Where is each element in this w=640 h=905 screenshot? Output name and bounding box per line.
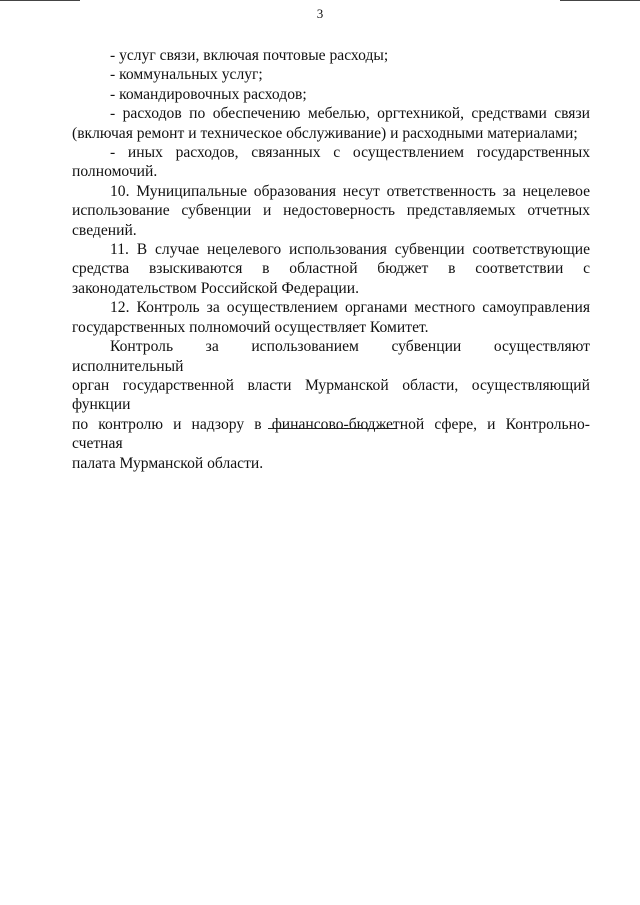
paragraph-control-line-2: орган государственной власти Мурманской области, осуществляющий функции — [72, 376, 590, 414]
paragraph-10-line-3: сведений. — [72, 221, 137, 239]
list-item-utilities: - коммунальных услуг; — [110, 66, 263, 84]
list-item-furniture-cont: (включая ремонт и техническое обслуживание) и расходными материалами; — [72, 124, 578, 142]
page-number: 3 — [316, 6, 324, 21]
top-left-edge-mark — [0, 0, 80, 1]
list-item-other-cont: полномочий. — [72, 163, 158, 181]
paragraph-control-line-4: палата Мурманской области. — [72, 454, 264, 472]
document-body — [72, 46, 590, 473]
closing-rule — [268, 428, 396, 429]
list-item-travel: - командировочных расходов; — [110, 85, 307, 103]
paragraph-12: 12. Контроль за осуществлением органами местного самоуправления — [110, 299, 590, 317]
paragraph-10: 10. Муниципальные образования несут ответственность за нецелевое — [110, 182, 590, 200]
list-item-other: - иных расходов, связанных с осуществлением государственных — [110, 144, 590, 162]
paragraph-10-line-2: использование субвенции и недостоверность представляемых отчетных — [72, 202, 590, 220]
paragraph-11-line-2: средства взыскиваются в областной бюджет в соответствии с — [72, 260, 590, 278]
paragraph-12-line-2: государственных полномочий осуществляет Комитет. — [72, 318, 429, 336]
paragraph-11: 11. В случае нецелевого использования субвенции соответствующие — [110, 241, 590, 259]
paragraph-control-line-3: по контролю и надзору в финансово-бюджетной сфере, и Контрольно-счетная — [72, 415, 590, 453]
list-item-communication: - услуг связи, включая почтовые расходы; — [110, 47, 389, 64]
top-right-edge-mark — [560, 0, 640, 1]
paragraph-control: Контроль за использованием субвенции осуществляют исполнительный — [72, 338, 590, 375]
paragraph-11-line-3: законодательством Российской Федерации. — [72, 279, 359, 297]
list-item-furniture: - расходов по обеспечению мебелью, оргтехникой, средствами связи — [110, 105, 590, 123]
